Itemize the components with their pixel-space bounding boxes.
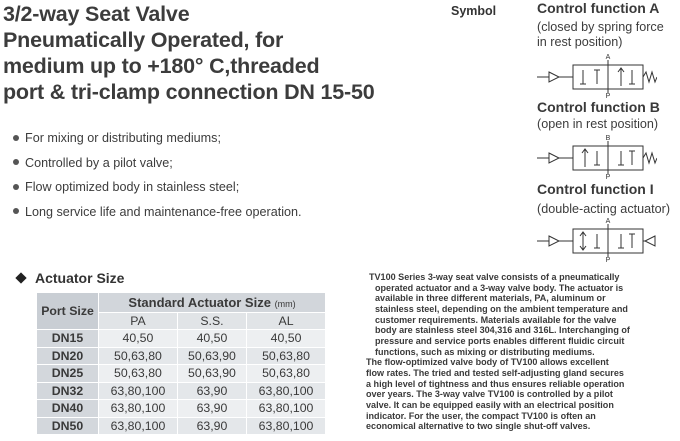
port-b-label: B xyxy=(605,135,611,142)
standard-actuator-size-header xyxy=(99,293,326,313)
port-size-cell: DN15 xyxy=(37,330,99,348)
bullet-icon xyxy=(13,159,19,165)
description-line: operated actuator and a 3-way valve body. The actuator is xyxy=(375,282,624,293)
feature-text: Flow optimized body in stainless steel; xyxy=(25,180,240,195)
control-function-b xyxy=(537,99,660,132)
value-cell: 63,80,100 xyxy=(247,382,326,400)
port-size-cell: DN32 xyxy=(37,382,99,400)
table-row xyxy=(37,400,326,418)
table-row xyxy=(37,382,326,400)
control-function-a-desc-line-1: (closed by spring force xyxy=(537,20,664,34)
description-line: The flow-optimized valve body of TV100 allows excellent xyxy=(366,357,609,368)
title-line-2: Pneumatically Operated, for xyxy=(3,28,284,52)
table-row xyxy=(37,347,326,365)
port-p-label: P xyxy=(605,93,611,98)
table-row xyxy=(37,365,326,383)
value-cell: 63,80,100 xyxy=(99,400,178,418)
port-p-label: P xyxy=(605,174,611,179)
feature-text: For mixing or distributing mediums; xyxy=(25,131,221,145)
description-line: stainless steel, depending on the ambient temperature and xyxy=(375,303,628,314)
feature-item xyxy=(13,175,302,200)
value-cell: 40,50 xyxy=(177,330,246,348)
bullet-icon xyxy=(13,208,19,214)
description-line: flow rates. The tried and tested self-adjusting gland secures xyxy=(366,367,624,378)
diamond-bullet-icon xyxy=(15,272,26,283)
feature-text: Long service life and maintenance-free operation. xyxy=(25,204,302,219)
feature-item xyxy=(13,151,302,176)
description-line: indicator. For the user, the compact TV100 is often an xyxy=(366,410,596,421)
port-size-cell: DN50 xyxy=(37,417,99,435)
control-function-a xyxy=(537,0,664,50)
control-function-b-desc-line-1: (open in rest position) xyxy=(537,117,659,131)
actuator-size-heading xyxy=(17,270,124,286)
actuator-size-table xyxy=(36,292,326,435)
product-description xyxy=(366,272,662,432)
port-p-label: P xyxy=(605,257,611,262)
description-paragraph-2 xyxy=(366,357,662,432)
valve-symbol-i-icon xyxy=(537,214,657,262)
port-size-cell: DN40 xyxy=(37,400,99,418)
description-line: economical alternative to two single shut-off valves. xyxy=(366,421,591,432)
bullet-icon xyxy=(13,135,19,141)
unit-label: (mm) xyxy=(274,299,296,309)
description-line: customer requirements. Materials available for the valve xyxy=(375,314,617,325)
feature-item xyxy=(13,126,302,151)
value-cell: 63,80,100 xyxy=(247,417,326,435)
material-header-al: AL xyxy=(247,313,326,330)
valve-symbol-a-icon xyxy=(537,50,657,98)
description-line: TV100 Series 3-way seat valve consists of a pneumatically xyxy=(369,272,620,282)
table-row xyxy=(37,417,326,435)
actuator-size-heading-text: Actuator Size xyxy=(35,270,125,286)
valve-symbol-b-icon xyxy=(537,131,657,179)
feature-item xyxy=(13,200,302,225)
value-cell: 63,80,100 xyxy=(247,400,326,418)
title-line-3: medium up to +180° C,threaded xyxy=(3,54,320,78)
port-a-label: A xyxy=(605,54,611,61)
feature-list xyxy=(13,126,302,224)
description-line: a high level of tightness and thus ensures reliable operation xyxy=(366,378,625,389)
table-header-row xyxy=(37,293,326,313)
port-a-label: A xyxy=(605,218,611,225)
value-cell: 63,90 xyxy=(177,400,246,418)
description-line: valve. It can be equipped easily with an electrical position xyxy=(366,399,614,410)
description-paragraph-1 xyxy=(366,272,662,357)
description-line: available in three different materials, PA, aluminum or xyxy=(375,293,606,304)
control-function-i xyxy=(537,181,670,217)
description-line: functions, such as mixing or distributing mediums. xyxy=(375,346,595,357)
table-row xyxy=(37,330,326,348)
control-function-b-title: Control function B xyxy=(537,99,660,115)
description-line: pressure and service ports enables different fluidic circuit xyxy=(375,335,625,346)
value-cell: 50,63,90 xyxy=(177,347,246,365)
control-function-a-title: Control function A xyxy=(537,0,660,16)
port-size-cell: DN20 xyxy=(37,347,99,365)
value-cell: 63,90 xyxy=(177,382,246,400)
value-cell: 40,50 xyxy=(99,330,178,348)
title-line-4: port & tri-clamp connection DN 15-50 xyxy=(3,80,375,104)
value-cell: 50,63,80 xyxy=(247,347,326,365)
value-cell: 63,90 xyxy=(177,417,246,435)
material-header-pa: PA xyxy=(99,313,178,330)
control-function-i-title: Control function I xyxy=(537,181,654,197)
page-title xyxy=(3,1,423,105)
port-size-header: Port Size xyxy=(37,293,99,330)
value-cell: 50,63,80 xyxy=(247,365,326,383)
feature-text: Controlled by a pilot valve; xyxy=(25,155,173,170)
symbol-label: Symbol xyxy=(451,4,497,18)
value-cell: 40,50 xyxy=(247,330,326,348)
title-line-1: 3/2-way Seat Valve xyxy=(3,2,190,26)
control-function-a-desc-line-2: in rest position) xyxy=(537,35,623,49)
standard-actuator-size-text: Standard Actuator Size xyxy=(128,295,271,310)
value-cell: 63,80,100 xyxy=(99,382,178,400)
value-cell: 50,63,80 xyxy=(99,365,178,383)
value-cell: 50,63,80 xyxy=(99,347,178,365)
bullet-icon xyxy=(13,184,19,190)
description-line: over years. The 3-way valve TV100 is controlled by a pilot xyxy=(366,389,613,400)
description-line: body are stainless steel 304,316 and 316L. Interchanging of xyxy=(375,325,630,336)
value-cell: 63,80,100 xyxy=(99,417,178,435)
port-size-cell: DN25 xyxy=(37,365,99,383)
material-header-ss: S.S. xyxy=(177,313,246,330)
control-function-i-desc-line-1: (double-acting actuator) xyxy=(537,202,671,216)
value-cell: 50,63,90 xyxy=(177,365,246,383)
